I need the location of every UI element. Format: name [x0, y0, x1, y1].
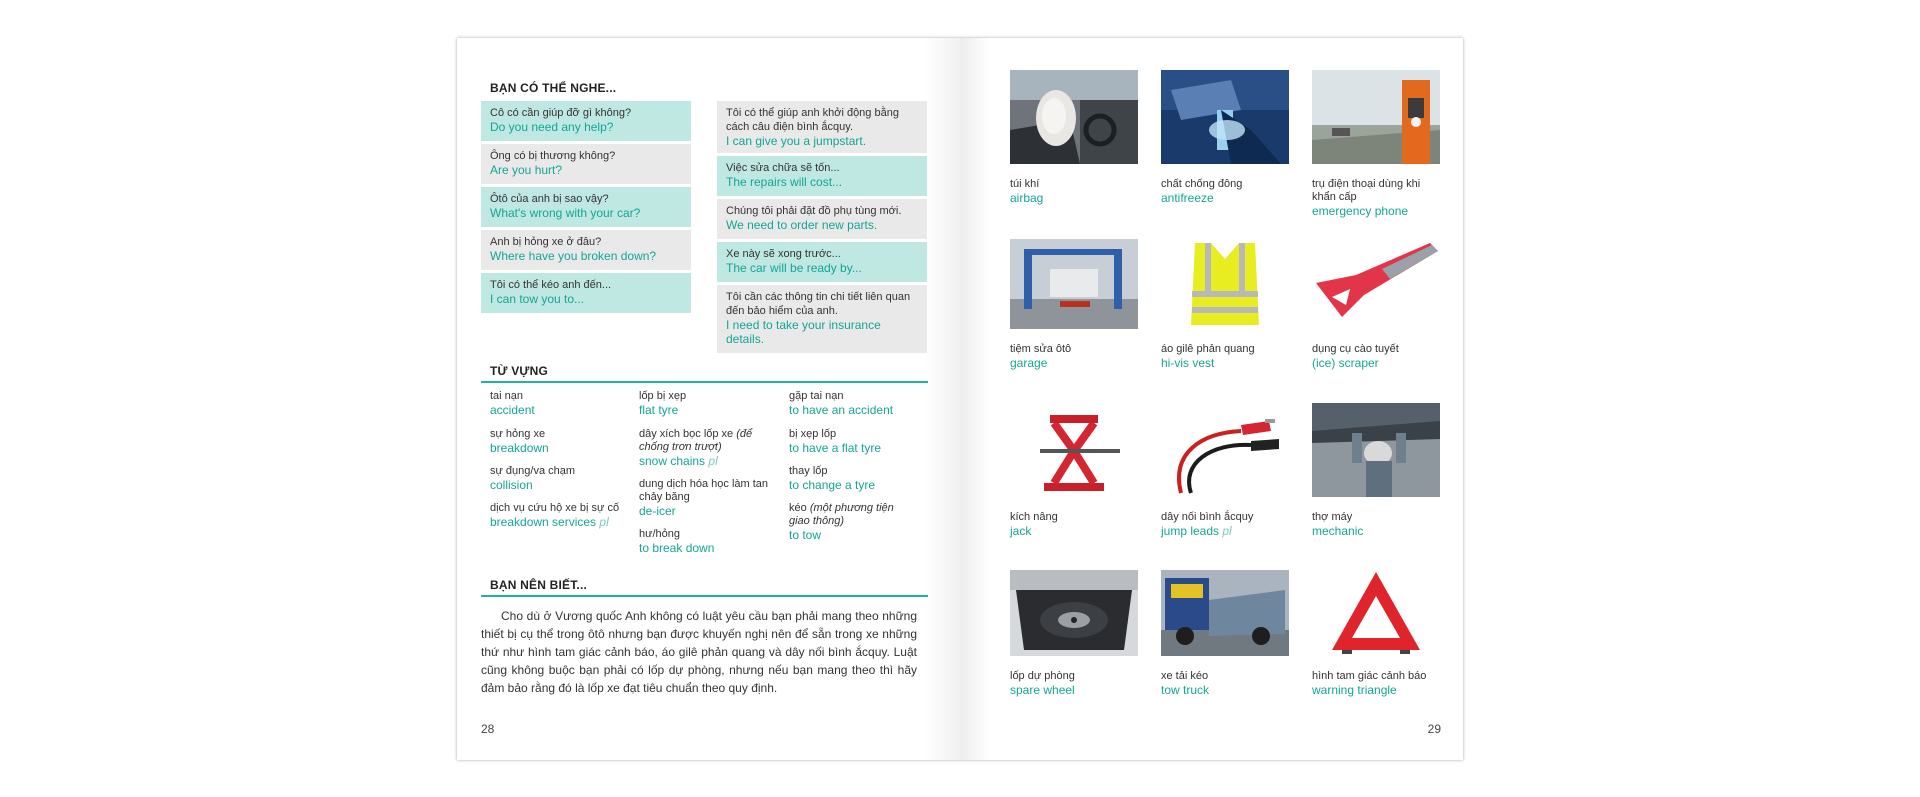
phrase-en: I can tow you to... — [490, 292, 585, 306]
phrase-vn: Việc sửa chữa sẽ tốn... — [726, 162, 840, 174]
item-vn: lốp dự phòng — [1010, 670, 1075, 682]
vocab-item — [639, 478, 769, 518]
phrase-box — [717, 101, 927, 153]
item-vn: thợ máy — [1312, 511, 1353, 523]
vocab-en-text: breakdown services — [490, 515, 597, 529]
emergency-phone-photo — [1312, 70, 1440, 164]
vocab-en: collision — [490, 478, 533, 492]
vocab-vn: dung dịch hóa học làm tan chảy băng — [639, 478, 769, 503]
vocab-vn: tai nạn — [490, 390, 524, 402]
vocab-en: accident — [490, 403, 535, 417]
phrase-en: We need to order new parts. — [726, 218, 878, 232]
vocab-item — [639, 428, 769, 468]
page-number-right: 29 — [1427, 722, 1441, 736]
item-vn: dây nối bình ắcquy — [1161, 511, 1254, 523]
phrase-vn: Anh bị hỏng xe ở đâu? — [490, 236, 602, 248]
vocab-vn: thay lốp — [789, 465, 828, 477]
vocab-item — [490, 502, 620, 529]
spare-wheel-photo — [1010, 570, 1138, 656]
phrase-en: Do you need any help? — [490, 120, 614, 134]
phrase-box — [717, 199, 927, 239]
phrase-en: The repairs will cost... — [726, 175, 843, 189]
phrase-vn: Tôi có thể kéo anh đến... — [490, 279, 612, 291]
section-rule — [481, 381, 928, 383]
vocab-picture-item — [1312, 570, 1440, 697]
item-en: tow truck — [1161, 683, 1210, 697]
phrase-box — [717, 285, 927, 353]
phrase-box — [717, 156, 927, 196]
phrase-box — [481, 144, 691, 184]
vocab-en — [639, 454, 769, 468]
vocab-picture-item — [1161, 570, 1289, 697]
item-vn: túi khí — [1010, 178, 1040, 190]
vocab-picture-item — [1161, 70, 1289, 205]
vocab-vn-text: kéo — [789, 502, 807, 514]
item-vn: hình tam giác cảnh báo — [1312, 670, 1427, 682]
phrase-box — [481, 187, 691, 227]
vocab-vn-text: dây xích bọc lốp xe — [639, 428, 734, 440]
airbag-photo — [1010, 70, 1138, 164]
item-vn: tiệm sửa ôtô — [1010, 343, 1072, 355]
warning-triangle-photo — [1312, 570, 1440, 656]
item-vn: chất chống đông — [1161, 178, 1243, 190]
vocab-vn: dịch vụ cứu hộ xe bị sự cố — [490, 502, 620, 514]
vocab-item — [639, 390, 779, 417]
item-en: hi-vis vest — [1161, 356, 1215, 370]
vocab-picture-item — [1010, 70, 1138, 205]
item-en: (ice) scraper — [1312, 356, 1379, 370]
ice-scraper-photo — [1312, 239, 1440, 329]
vocab-en: to have an accident — [789, 403, 894, 417]
item-vn: áo gilê phản quang — [1161, 343, 1255, 355]
hi-vis-vest-photo — [1161, 239, 1289, 329]
vocab-item — [639, 528, 779, 555]
vocab-picture-item — [1010, 570, 1138, 697]
section-title-hear: BẠN CÓ THỂ NGHE... — [490, 81, 617, 95]
phrase-en: I need to take your insurance details. — [726, 318, 881, 346]
vocab-en — [490, 515, 620, 529]
vocab-picture-item — [1312, 239, 1440, 370]
vocab-note: (để chống trơn trượt) — [639, 428, 753, 453]
tow-truck-photo — [1161, 570, 1289, 656]
vocab-en-text: snow chains — [639, 454, 706, 468]
vocab-item — [789, 390, 929, 417]
phrase-box — [717, 242, 927, 282]
vocab-en: to change a tyre — [789, 478, 876, 492]
vocab-item — [789, 502, 914, 542]
item-en: emergency phone — [1312, 204, 1409, 218]
vocab-picture-item — [1161, 403, 1289, 538]
item-en: spare wheel — [1010, 683, 1075, 697]
phrase-box — [481, 230, 691, 270]
vocab-vn — [789, 502, 914, 528]
vocab-picture-item — [1010, 239, 1138, 370]
jump-leads-photo — [1161, 403, 1289, 497]
vocab-picture-item — [1312, 70, 1440, 218]
phrase-vn: Ông có bị thương không? — [490, 150, 616, 162]
item-en: airbag — [1010, 191, 1044, 205]
phrase-box — [481, 101, 691, 141]
phrase-en: Where have you broken down? — [490, 249, 657, 263]
vocab-item — [789, 428, 929, 455]
item-vn: dụng cụ cào tuyết — [1312, 343, 1399, 355]
phrase-vn: Tôi có thể giúp anh khởi động bằng cách câu điện bình ắcquy. — [726, 107, 899, 133]
phrase-en: The car will be ready by... — [726, 261, 862, 275]
vocab-item — [789, 465, 929, 492]
page-left — [457, 38, 960, 760]
vocab-en: to have a flat tyre — [789, 441, 882, 455]
vocab-vn — [639, 428, 769, 454]
vocab-item — [490, 390, 630, 417]
vocab-picture-item — [1010, 403, 1138, 538]
phrase-en: I can give you a jumpstart. — [726, 134, 867, 148]
item-en: mechanic — [1312, 524, 1364, 538]
vocab-picture-item — [1161, 239, 1289, 370]
phrase-en: Are you hurt? — [490, 163, 563, 177]
item-en: jack — [1010, 524, 1032, 538]
phrase-vn: Cô có cần giúp đỡ gì không? — [490, 107, 632, 119]
vocab-picture-item — [1312, 403, 1440, 538]
vocab-vn: lốp bị xẹp — [639, 390, 687, 402]
know-paragraph: Cho dù ở Vương quốc Anh không có luật yêu cầu bạn phải mang theo những thiết bị cụ thể trong ôtô nhưng bạn được khuyến nghị nên để sẵn trong xe những thứ như hình tam giác cảnh báo, áo gilê phản quang và dây nối bình ắcquy. Luật cũng không buộc bạn phải có lốp dự phòng, nhưng nếu bạn mang theo thì hãy đảm bảo rằng đó là lốp xe đạt tiêu chuẩn theo quy định. — [481, 609, 917, 695]
phrase-vn: Tôi cần các thông tin chi tiết liên quan đến bảo hiểm của anh. — [726, 291, 911, 317]
phrase-en: What's wrong with your car? — [490, 206, 641, 220]
section-title-vocab: TỪ VỰNG — [490, 364, 548, 378]
item-en-text: jump leads — [1161, 524, 1220, 538]
item-en — [1161, 524, 1289, 538]
vocab-vn: sự đụng/va chạm — [490, 465, 576, 477]
vocab-en: to break down — [639, 541, 715, 555]
mechanic-photo — [1312, 403, 1440, 497]
item-vn: kích nâng — [1010, 511, 1058, 523]
vocab-en: to tow — [789, 528, 822, 542]
item-en: garage — [1010, 356, 1048, 370]
item-vn: xe tải kéo — [1161, 670, 1209, 682]
book-spread — [457, 38, 1463, 760]
phrase-vn: Xe này sẽ xong trước... — [726, 248, 841, 260]
page-right — [960, 38, 1463, 760]
antifreeze-photo — [1161, 70, 1289, 164]
vocab-item — [490, 465, 630, 492]
section-rule — [481, 595, 928, 597]
phrase-vn: Chúng tôi phải đặt đồ phụ tùng mới. — [726, 205, 902, 217]
vocab-vn: hư/hỏng — [639, 528, 681, 540]
vocab-en: breakdown — [490, 441, 549, 455]
vocab-vn: bị xẹp lốp — [789, 428, 837, 440]
vocab-en: de-icer — [639, 504, 676, 518]
vocab-vn: gặp tai nạn — [789, 390, 844, 402]
page-number-left: 28 — [481, 722, 495, 736]
jack-photo — [1010, 403, 1138, 497]
item-vn: trụ điện thoại dùng khi khẩn cấp — [1312, 178, 1421, 203]
vocab-en: flat tyre — [639, 403, 679, 417]
vocab-item — [490, 428, 630, 455]
phrase-box — [481, 273, 691, 313]
plural-marker: pl — [708, 454, 718, 468]
item-en: warning triangle — [1312, 683, 1397, 697]
garage-photo — [1010, 239, 1138, 329]
plural-marker: pl — [1222, 524, 1232, 538]
vocab-vn: sự hỏng xe — [490, 428, 546, 440]
section-title-know: BẠN NÊN BIẾT... — [490, 578, 588, 592]
vocab-note: (một phương tiện giao thông) — [789, 502, 894, 527]
plural-marker: pl — [599, 515, 609, 529]
phrase-vn: Ôtô của anh bị sao vậy? — [490, 193, 609, 205]
item-en: antifreeze — [1161, 191, 1214, 205]
